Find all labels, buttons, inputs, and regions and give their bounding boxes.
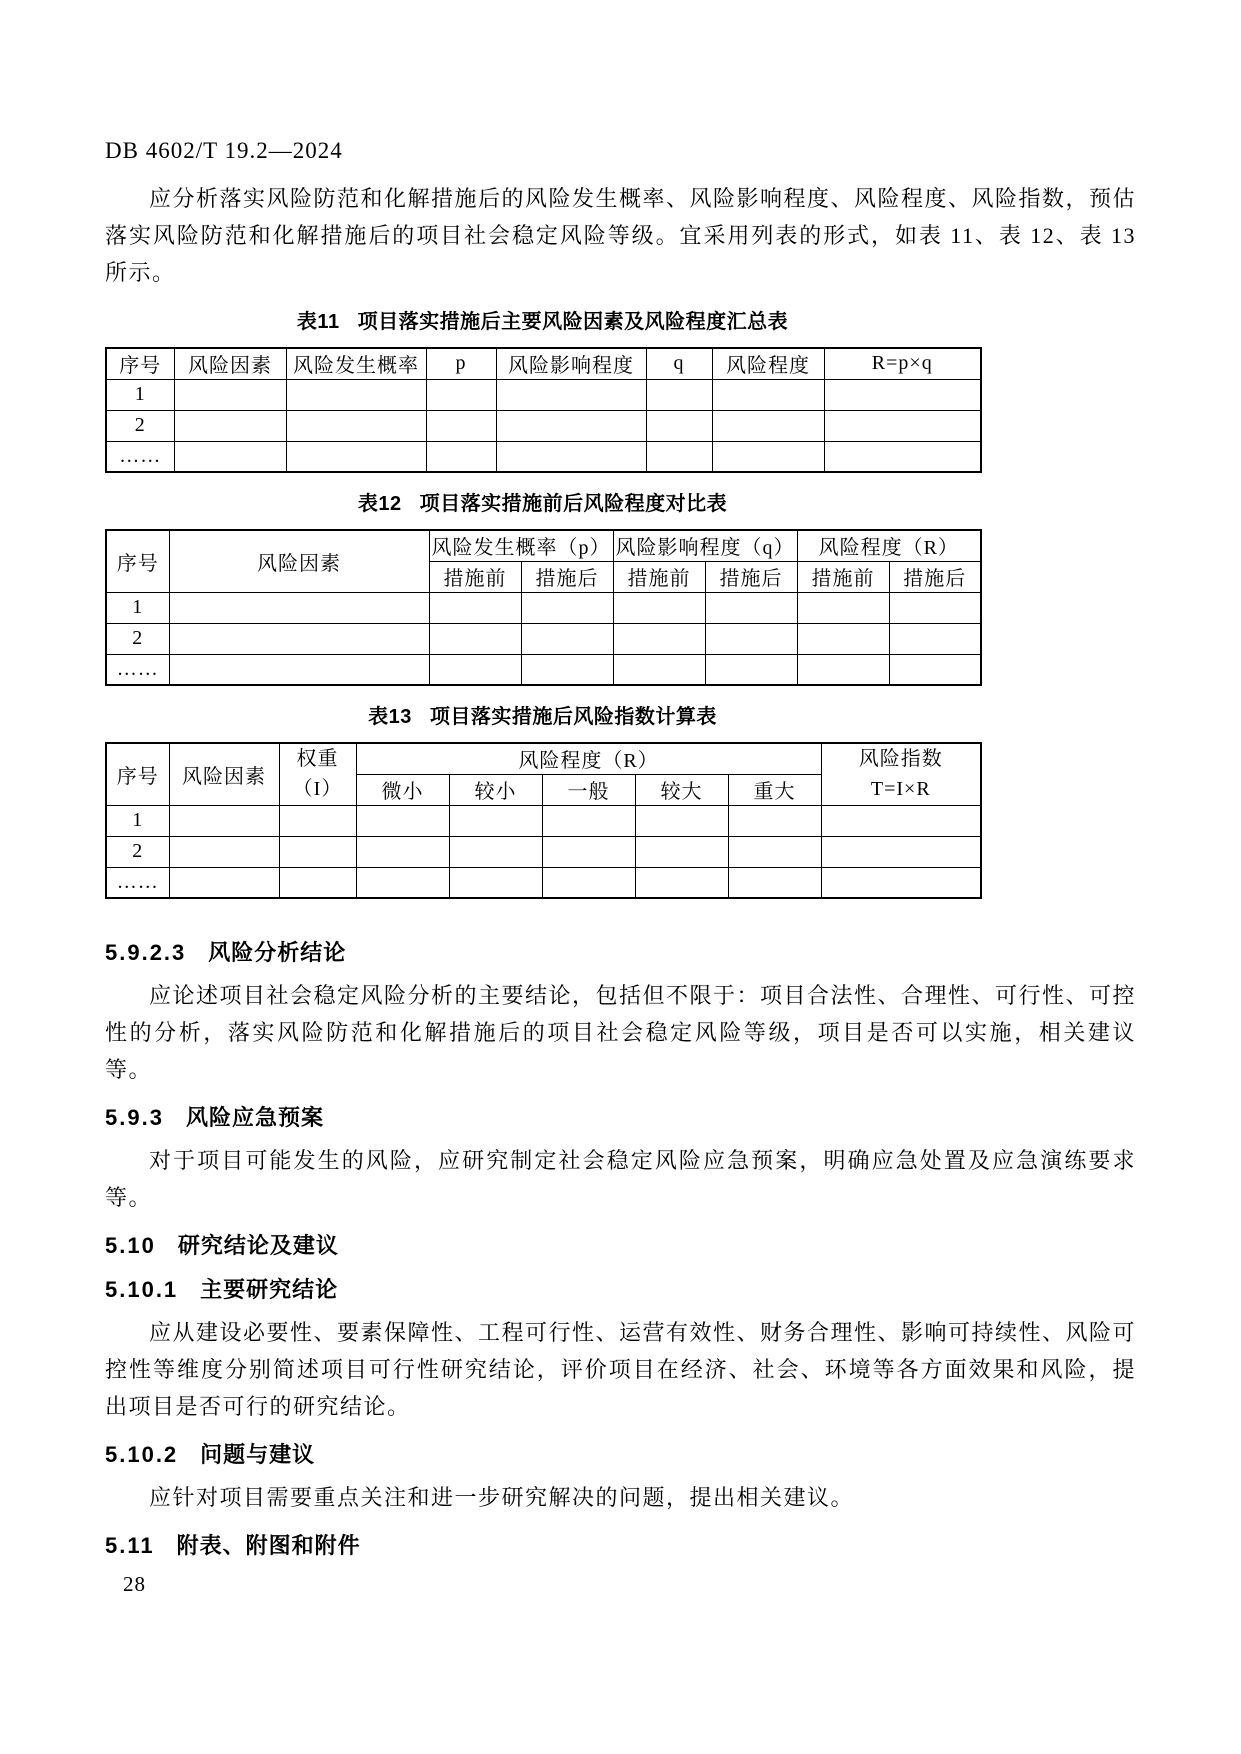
section-number: 5.9.2.3: [105, 940, 187, 965]
table-row: [106, 623, 981, 654]
empty-cell: [426, 410, 496, 441]
header-group-cell: 风险程度（R）: [797, 530, 981, 561]
section-number: 5.10.2: [105, 1442, 179, 1467]
empty-cell: [889, 623, 981, 654]
empty-cell: [286, 379, 426, 410]
header-cell: 风险因素: [169, 743, 279, 805]
empty-cell: [521, 654, 613, 685]
section-heading-5-9-3: [105, 1104, 1136, 1132]
table12-title: [105, 491, 980, 517]
empty-cell: [429, 623, 521, 654]
header-cell: 措施前: [429, 561, 521, 592]
empty-cell: [279, 836, 356, 867]
empty-cell: [496, 379, 646, 410]
empty-cell: [542, 867, 635, 898]
table-11: [105, 347, 982, 473]
section-heading-5-9-2-3: [105, 939, 1136, 967]
section-title: 风险分析结论: [208, 940, 347, 965]
header-cell: R=p×q: [824, 348, 981, 379]
header-cell: 序号: [106, 743, 169, 805]
table-row: [106, 379, 981, 410]
empty-cell: [449, 805, 542, 836]
empty-cell: [169, 836, 279, 867]
table13-title-label: 表13: [368, 706, 412, 728]
empty-cell: [521, 592, 613, 623]
empty-cell: [821, 805, 981, 836]
section-number: 5.10.1: [105, 1277, 179, 1302]
table12-title-label: 表12: [357, 493, 402, 515]
empty-cell: [169, 654, 429, 685]
empty-cell: [169, 592, 429, 623]
empty-cell: [712, 441, 824, 472]
empty-cell: [496, 441, 646, 472]
header-cell: 措施后: [705, 561, 797, 592]
empty-cell: [169, 623, 429, 654]
header-group-cell: 风险发生概率（p）: [429, 530, 613, 561]
row-label-cell: ……: [106, 654, 169, 685]
intro-paragraph: 应分析落实风险防范和化解措施后的风险发生概率、风险影响程度、风险程度、风险指数，预估落实风险防范和化解措施后的项目社会稳定风险等级。宜采用列表的形式，如表 11、表 12、表 13所示。: [105, 186, 1137, 285]
table12-title-text: 项目落实措施前后风险程度对比表: [419, 493, 728, 515]
table11-title: [105, 309, 980, 335]
empty-cell: [356, 805, 449, 836]
header-cell: 序号: [106, 530, 169, 592]
header-cell: 风险程度: [712, 348, 824, 379]
empty-cell: [889, 592, 981, 623]
empty-cell: [449, 867, 542, 898]
empty-cell: [824, 441, 981, 472]
table13-title: [105, 704, 980, 730]
empty-cell: [542, 805, 635, 836]
empty-cell: [635, 805, 728, 836]
table11-title-text: 项目落实措施后主要风险因素及风险程度汇总表: [357, 311, 789, 333]
header-group-cell: 风险程度（R）: [356, 743, 821, 774]
row-label-cell: 2: [106, 410, 174, 441]
table-row: [106, 743, 981, 774]
empty-cell: [705, 592, 797, 623]
document-header: DB 4602/T 19.2—2024: [105, 138, 343, 163]
table-row: [106, 441, 981, 472]
empty-cell: [356, 836, 449, 867]
row-label-cell: 2: [106, 623, 169, 654]
empty-cell: [646, 441, 712, 472]
row-label-cell: 2: [106, 836, 169, 867]
empty-cell: [797, 623, 889, 654]
section-heading-5-10-1: [105, 1276, 1136, 1304]
section-paragraph: 应论述项目社会稳定风险分析的主要结论，包括但不限于：项目合法性、合理性、可行性、可控性的分析，落实风险防范和化解措施后的项目社会稳定风险等级，项目是否可以实施，相关建议等。: [105, 983, 1137, 1082]
empty-cell: [646, 379, 712, 410]
weight-label-line1: 权重: [296, 748, 339, 771]
table11-title-label: 表11: [296, 311, 340, 333]
empty-cell: [705, 654, 797, 685]
empty-cell: [169, 805, 279, 836]
table-12: [105, 529, 982, 686]
empty-cell: [821, 836, 981, 867]
empty-cell: [279, 805, 356, 836]
header-cell: [279, 743, 356, 805]
header-cell: 措施后: [521, 561, 613, 592]
empty-cell: [429, 654, 521, 685]
empty-cell: [797, 654, 889, 685]
header-cell: 措施前: [613, 561, 705, 592]
header-cell: 措施后: [889, 561, 981, 592]
empty-cell: [542, 836, 635, 867]
empty-cell: [824, 410, 981, 441]
table-row: [106, 348, 981, 379]
empty-cell: [174, 410, 286, 441]
row-label-cell: 1: [106, 592, 169, 623]
section-heading-5-10-2: [105, 1441, 1136, 1469]
empty-cell: [174, 441, 286, 472]
section-number: 5.9.3: [105, 1105, 164, 1130]
empty-cell: [169, 867, 279, 898]
header-cell: 风险因素: [174, 348, 286, 379]
table-row: [106, 805, 981, 836]
table-row: [106, 654, 981, 685]
row-label-cell: ……: [106, 441, 174, 472]
empty-cell: [429, 592, 521, 623]
section-title: 主要研究结论: [200, 1277, 339, 1302]
empty-cell: [279, 867, 356, 898]
empty-cell: [728, 836, 821, 867]
risk-index-label-line1: 风险指数: [858, 748, 943, 771]
empty-cell: [426, 379, 496, 410]
header-cell: 风险影响程度: [496, 348, 646, 379]
section-number: 5.11: [105, 1533, 155, 1558]
row-label-cell: ……: [106, 867, 169, 898]
page-number: 28: [123, 1572, 146, 1596]
table-13: [105, 742, 982, 899]
empty-cell: [712, 379, 824, 410]
table13-title-text: 项目落实措施后风险指数计算表: [429, 706, 717, 728]
empty-cell: [821, 867, 981, 898]
header-cell: [821, 743, 981, 805]
table-row: [106, 867, 981, 898]
header-group-cell: 风险影响程度（q）: [613, 530, 797, 561]
empty-cell: [286, 410, 426, 441]
section-title: 附表、附图和附件: [176, 1533, 361, 1558]
empty-cell: [824, 379, 981, 410]
empty-cell: [635, 836, 728, 867]
table-row: [106, 530, 981, 561]
empty-cell: [646, 410, 712, 441]
header-cell: 重大: [728, 774, 821, 805]
section-paragraph: 对于项目可能发生的风险，应研究制定社会稳定风险应急预案，明确应急处置及应急演练要求等。: [105, 1148, 1136, 1210]
empty-cell: [521, 623, 613, 654]
empty-cell: [728, 805, 821, 836]
section-title: 风险应急预案: [185, 1105, 324, 1130]
section-paragraph: 应从建设必要性、要素保障性、工程可行性、运营有效性、财务合理性、影响可持续性、风险可控性等维度分别简述项目可行性研究结论，评价项目在经济、社会、环境等各方面效果和风险，提出项目是否可行的研究结论。: [105, 1320, 1137, 1419]
risk-index-label-line2: T=I×R: [870, 778, 931, 801]
empty-cell: [635, 867, 728, 898]
section-paragraph: 应针对项目需要重点关注和进一步研究解决的问题，提出相关建议。: [149, 1485, 855, 1510]
table-row: [106, 836, 981, 867]
empty-cell: [613, 592, 705, 623]
header-cell: p: [426, 348, 496, 379]
section-title: 问题与建议: [200, 1442, 316, 1467]
header-cell: 微小: [356, 774, 449, 805]
empty-cell: [449, 836, 542, 867]
empty-cell: [496, 410, 646, 441]
empty-cell: [356, 867, 449, 898]
empty-cell: [889, 654, 981, 685]
empty-cell: [712, 410, 824, 441]
empty-cell: [286, 441, 426, 472]
section-title: 研究结论及建议: [177, 1233, 339, 1258]
empty-cell: [797, 592, 889, 623]
section-heading-5-10: [105, 1232, 1136, 1260]
empty-cell: [426, 441, 496, 472]
header-cell: 较大: [635, 774, 728, 805]
empty-cell: [728, 867, 821, 898]
row-label-cell: 1: [106, 805, 169, 836]
header-cell: 措施前: [797, 561, 889, 592]
header-cell: 风险因素: [169, 530, 429, 592]
row-label-cell: 1: [106, 379, 174, 410]
header-cell: 风险发生概率: [286, 348, 426, 379]
header-cell: 较小: [449, 774, 542, 805]
empty-cell: [613, 623, 705, 654]
header-cell: q: [646, 348, 712, 379]
section-heading-5-11: [105, 1532, 1136, 1560]
empty-cell: [705, 623, 797, 654]
empty-cell: [613, 654, 705, 685]
table-row: [106, 410, 981, 441]
section-number: 5.10: [105, 1233, 156, 1258]
empty-cell: [174, 379, 286, 410]
header-cell: 序号: [106, 348, 174, 379]
weight-label-line2: （I）: [292, 778, 343, 801]
table-row: [106, 592, 981, 623]
header-cell: 一般: [542, 774, 635, 805]
